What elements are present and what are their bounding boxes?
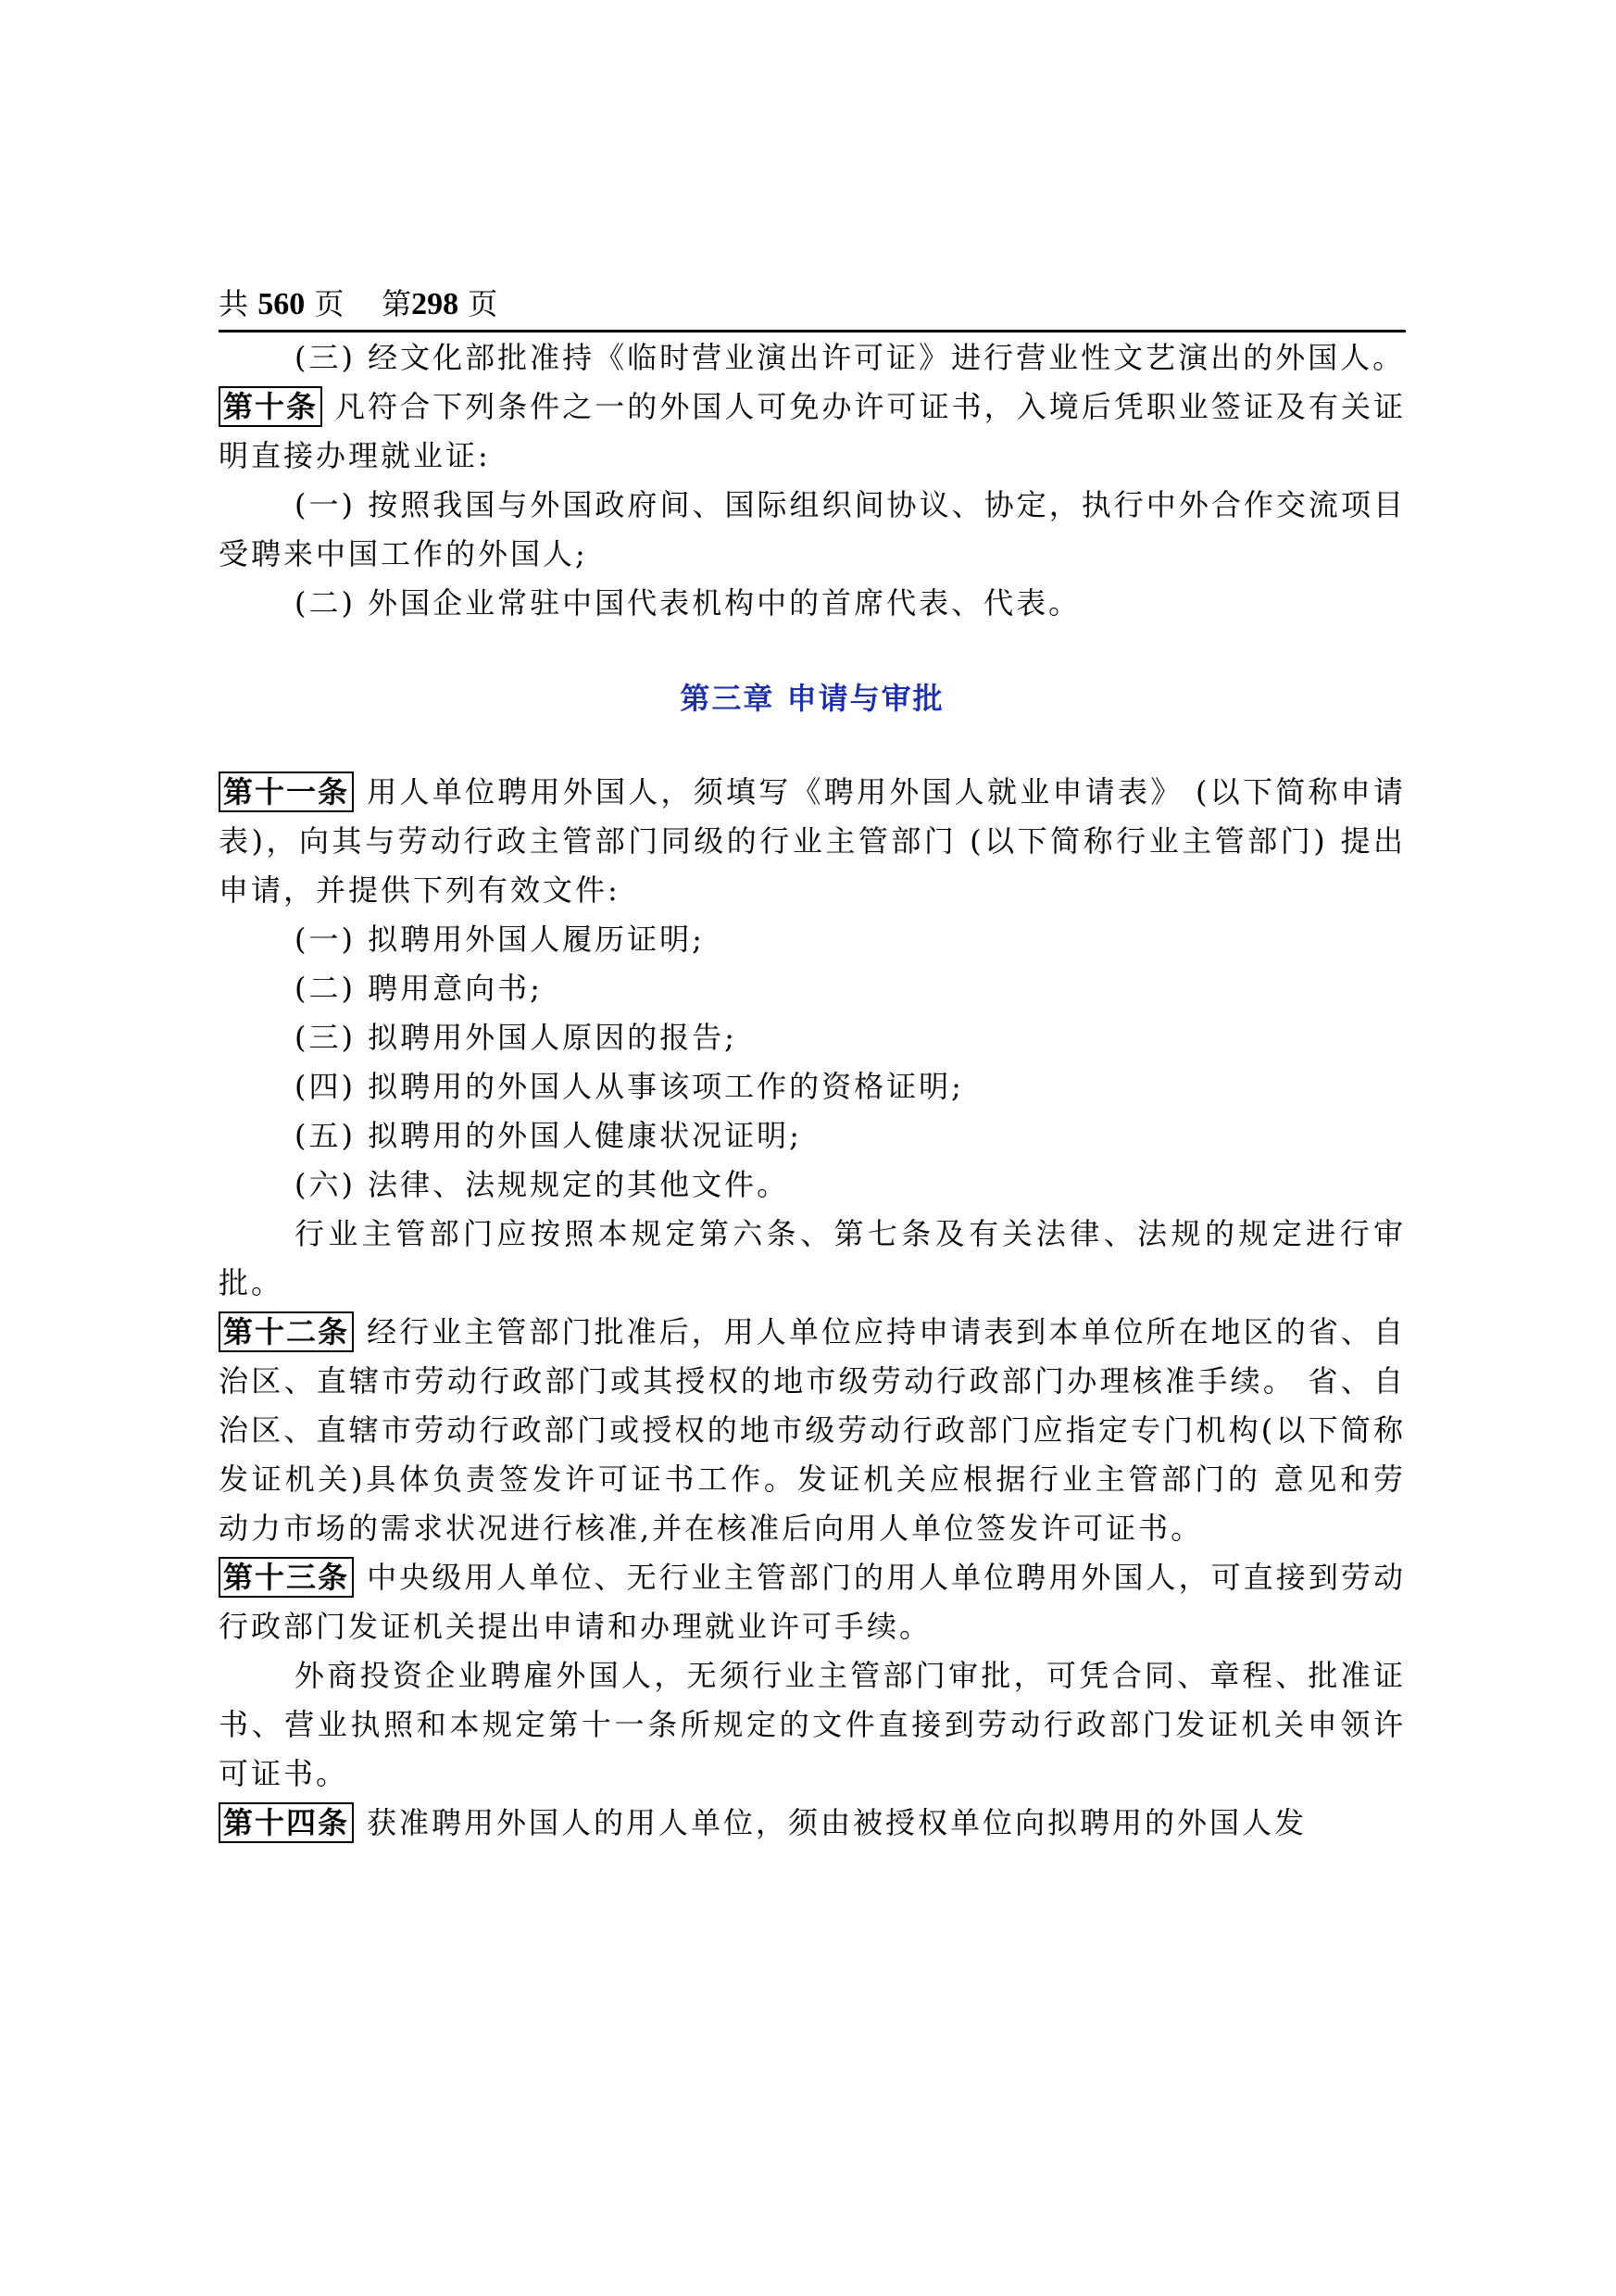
article-10-item-2: (二) 外国企业常驻中国代表机构中的首席代表、代表。	[294, 585, 1082, 621]
article-13	[219, 1553, 1406, 1651]
paragraph-item-three: (三) 经文化部批准持《临时营业演出许可证》进行营业性文艺演出的外国人。	[294, 340, 1406, 375]
chapter-heading: 第三章 申请与审批	[680, 681, 945, 716]
article-13-text: 中央级用人单位、无行业主管部门的用人单位聘用外国人，可直接到劳动行政部门发证机关提出申请和办理就业许可手续。	[219, 1560, 1406, 1644]
current-suffix: 页	[468, 286, 498, 321]
article-11-item: (六) 法律、法规规定的其他文件。	[294, 1167, 790, 1202]
article-12-text: 经行业主管部门批准后，用人单位应持申请表到本单位所在地区的省、自治区、直辖市劳动行政部门或其授权的地市级劳动行政部门办理核准手续。 省、自治区、直辖市劳动行政部门或授权的地市级劳动行政部门应指定专门机构(以下简称发证机关)具体负责签发许可证书工作。发证机关应根据行业主管部门的 意见和劳动力市场的需求状况进行核准,并在核准后向用人单位签发许可证书。	[219, 1314, 1406, 1546]
current-prefix: 第	[382, 286, 412, 321]
article-11-item: (一) 拟聘用外国人履历证明;	[294, 922, 705, 957]
current-page: 298	[411, 287, 459, 321]
article-11-label: 第十一条	[219, 772, 354, 812]
total-pages: 560	[257, 287, 306, 321]
article-11	[219, 768, 1406, 915]
article-10	[219, 383, 1406, 481]
article-11-item: (二) 聘用意向书;	[294, 971, 543, 1006]
article-11-item: (四) 拟聘用的外国人从事该项工作的资格证明;	[294, 1069, 964, 1104]
article-11-after: 行业主管部门应按照本规定第六条、第七条及有关法律、法规的规定进行审批。	[219, 1216, 1406, 1300]
article-14-label: 第十四条	[219, 1802, 354, 1843]
article-10-text: 凡符合下列条件之一的外国人可免办许可证书，入境后凭职业签证及有关证明直接办理就业证:	[219, 389, 1406, 473]
article-12-label: 第十二条	[219, 1311, 354, 1352]
article-11-item: (三) 拟聘用外国人原因的报告;	[294, 1020, 737, 1055]
article-11-text: 用人单位聘用外国人，须填写《聘用外国人就业申请表》 (以下简称申请表)，向其与劳动行政主管部门同级的行业主管部门 (以下简称行业主管部门) 提出申请，并提供下列有效文件:	[219, 774, 1406, 908]
article-13-after: 外商投资企业聘雇外国人，无须行业主管部门审批，可凭合同、章程、批准证书、营业执照和本规定第十一条所规定的文件直接到劳动行政部门发证机关申领许可证书。	[219, 1658, 1406, 1791]
total-prefix: 共	[219, 286, 249, 321]
article-14	[219, 1799, 1406, 1848]
page-header	[219, 283, 1406, 325]
header-rule	[219, 330, 1406, 332]
article-12	[219, 1308, 1406, 1553]
article-13-label: 第十三条	[219, 1557, 354, 1598]
article-11-item: (五) 拟聘用的外国人健康状况证明;	[294, 1118, 802, 1153]
total-suffix: 页	[314, 286, 344, 321]
document-body	[219, 333, 1406, 1848]
article-10-item-1: (一) 按照我国与外国政府间、国际组织间协议、协定，执行中外合作交流项目受聘来中国工作的外国人;	[219, 487, 1406, 571]
article-14-text: 获准聘用外国人的用人单位，须由被授权单位向拟聘用的外国人发	[367, 1805, 1308, 1840]
article-10-label: 第十条	[219, 386, 322, 427]
